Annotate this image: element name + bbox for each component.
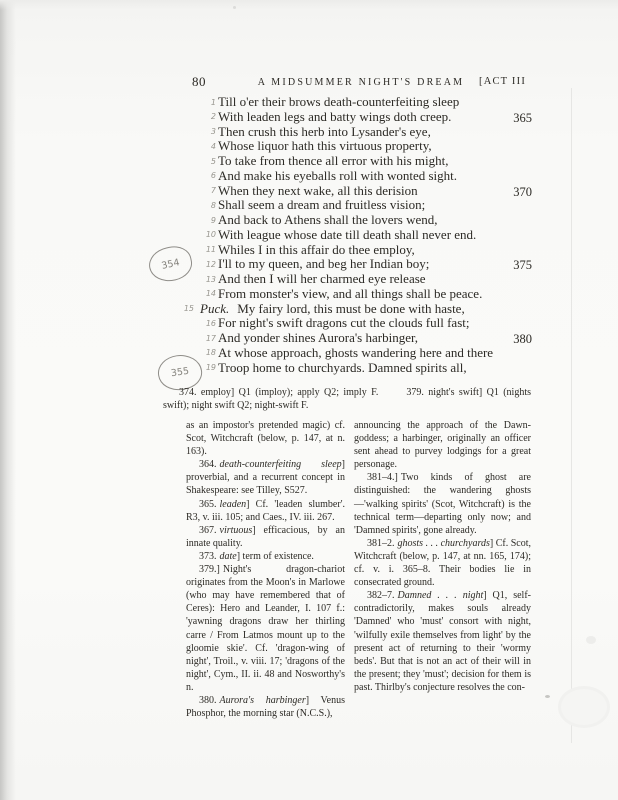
scan-edge-shadow-top bbox=[0, 0, 618, 10]
commentary-right-column bbox=[354, 419, 531, 720]
textual-apparatus bbox=[163, 387, 531, 413]
pencil-line-number: 2 bbox=[210, 112, 216, 122]
note-text: announcing the approach of the Dawn-goddess; a harbinger, originally an officer sent ahead to purvey lodgings for a great personage. bbox=[354, 420, 531, 471]
note-ref: 367. bbox=[199, 524, 217, 536]
note-text: ] Q1, self-contradictorily, makes souls already 'Damned' who 'must' consort with night, 'wilfully exile themselves from light' by the present act of returning to their 'wormy beds'. But that is not an act of their will in the present; they 'must'; decision for them is past. Thirlby's conjecture resolves the con- bbox=[354, 590, 531, 693]
note-text: ] Cf. Scot, Witchcraft (below, p. 147, at nn. 165, 174); cf. v. i. 365–8. Their bodies lie in consecrated ground. bbox=[354, 537, 532, 589]
verse-line bbox=[200, 95, 532, 110]
verse-text: Troop home to churchyards. Damned spirits all, bbox=[218, 359, 467, 375]
commentary-note bbox=[354, 419, 531, 471]
note-text: ] Cf. 'leaden slumber'. R3, v. iii. 105; and Caes., IV. iii. 267. bbox=[186, 498, 345, 523]
speech-prefix: Puck. bbox=[200, 300, 230, 316]
pencil-line-number: 6 bbox=[210, 171, 216, 181]
verse-text: And back to Athens shall the lovers wend, bbox=[218, 212, 438, 227]
pencil-line-number: 14 bbox=[205, 289, 216, 299]
verse-line bbox=[200, 139, 532, 154]
verse-text: With league whose date till death shall never end. bbox=[218, 226, 477, 242]
scan-edge-shadow bbox=[0, 0, 16, 800]
verse-line bbox=[200, 272, 532, 287]
margin-annotation-circled bbox=[146, 243, 195, 285]
note-lemma: date bbox=[219, 550, 237, 562]
verse-text: And then I will her charmed eye release bbox=[218, 271, 426, 286]
verse-line bbox=[200, 287, 532, 302]
note-ref: 380. bbox=[199, 694, 217, 706]
verse-text: And make his eyeballs roll with wonted sight. bbox=[218, 167, 458, 183]
commentary-note bbox=[354, 589, 531, 694]
verse-text: My fairy lord, this must be done with haste, bbox=[237, 300, 465, 316]
note-lemma: virtuous bbox=[219, 524, 253, 536]
verse-line bbox=[200, 169, 532, 184]
verse-text: From monster's view, and all things shall be peace. bbox=[218, 285, 483, 301]
commentary-note bbox=[186, 524, 345, 550]
verse-line-number: 365 bbox=[513, 110, 532, 125]
commentary-note bbox=[186, 419, 345, 458]
verse-line bbox=[200, 154, 532, 169]
pencil-line-number: 7 bbox=[210, 186, 216, 195]
commentary-left-column bbox=[186, 419, 345, 720]
margin-annotation-value: 354 bbox=[160, 256, 181, 272]
page-number: 80 bbox=[192, 74, 206, 89]
commentary-note bbox=[186, 563, 345, 694]
verse-line bbox=[200, 316, 532, 331]
pencil-line-number: 10 bbox=[205, 230, 216, 240]
pencil-line-number: 1 bbox=[210, 97, 216, 107]
verse-line bbox=[200, 346, 532, 361]
note-lemma: leaden bbox=[219, 498, 247, 510]
pencil-line-number: 12 bbox=[205, 259, 216, 269]
act-header: [ACT III bbox=[479, 76, 527, 87]
note-ref: 381–2. bbox=[367, 537, 395, 549]
pencil-line-number: 5 bbox=[210, 156, 216, 166]
pencil-line-number: 16 bbox=[205, 318, 216, 328]
running-title: A MIDSUMMER NIGHT'S DREAM bbox=[257, 77, 465, 88]
note-text: Two kinds of ghost are distinguished: the wandering ghosts—'walking spirits' (Scot, Witchcraft) is the technical term—departing only now; and 'Damned spirits', gone already. bbox=[354, 472, 531, 536]
verse-line bbox=[200, 213, 532, 228]
verse-text: Shall seem a dream and fruitless vision; bbox=[218, 197, 426, 213]
hole-punch-ghost bbox=[558, 686, 610, 728]
note-lemma: ghosts . . . churchyards bbox=[397, 537, 490, 549]
pencil-line-number: 8 bbox=[210, 200, 216, 210]
verse-text: For night's swift dragons cut the clouds full fast; bbox=[218, 315, 470, 331]
verse-line bbox=[200, 110, 532, 125]
verse-line bbox=[200, 331, 532, 346]
note-ref: 379.] bbox=[199, 564, 220, 576]
note-ref: 364. bbox=[199, 459, 217, 471]
verse-text: Whose liquor hath this virtuous property, bbox=[218, 138, 432, 154]
note-ref: 365. bbox=[199, 498, 217, 510]
verse-text: Then crush this herb into Lysander's eye, bbox=[218, 123, 431, 139]
pencil-line-number: 18 bbox=[205, 348, 216, 358]
verse-text: With leaden legs and batty wings doth creep. bbox=[218, 108, 452, 124]
verse-line-number: 380 bbox=[513, 332, 532, 346]
pencil-line-number: 17 bbox=[205, 333, 216, 343]
pencil-line-number: 4 bbox=[210, 141, 216, 151]
verse-text: At whose approach, ghosts wandering here and there bbox=[218, 344, 494, 360]
pencil-line-number: 13 bbox=[205, 274, 216, 284]
pencil-line-number: 3 bbox=[210, 127, 216, 136]
verse-text: When they next wake, all this derision bbox=[218, 182, 418, 198]
hole-punch-ghost bbox=[586, 636, 596, 644]
verse-line-speech-prefix bbox=[183, 300, 532, 317]
note-ref: 373. bbox=[199, 550, 217, 562]
verse-text: To take from thence all error with his might, bbox=[218, 153, 449, 168]
note-text: as an impostor's pretended magic) cf. Scot, Witchcraft (below, p. 147, at n. 163). bbox=[186, 420, 345, 458]
verse-line-number: 375 bbox=[513, 258, 532, 273]
note-text: ] efficacious, by an innate quality. bbox=[186, 524, 345, 549]
commentary-note bbox=[186, 550, 345, 563]
note-text: Night's dragon-chariot originates from the Moon's in Marlowe (who may have remembered that of Ceres): Hero and Leander, I. 107 f.: 'yawning dragons draw her thirling carre / From Latmos mount up to the gloomie skie'. Cf. 'dragon-wing of night', Troil., v. viii. 17; 'dragons of the night', Cym., II. ii. 48 and Nosworthy's n. bbox=[186, 564, 345, 693]
commentary-note bbox=[354, 471, 531, 536]
commentary-note bbox=[186, 694, 345, 720]
scan-speck bbox=[233, 6, 236, 9]
verse-text: Whiles I in this affair do thee employ, bbox=[218, 241, 415, 257]
verse-line bbox=[200, 361, 532, 376]
note-text: ] term of existence. bbox=[236, 550, 314, 562]
verse-line bbox=[200, 125, 532, 140]
apparatus-entry: 374. employ] Q1 (imploy); apply Q2; imply F. bbox=[179, 387, 379, 398]
scan-speck bbox=[545, 695, 550, 698]
note-text: ] Venus Phosphor, the morning star (N.C.S.), bbox=[186, 694, 345, 720]
verse-line bbox=[200, 184, 532, 199]
pencil-line-number: 9 bbox=[210, 215, 216, 225]
note-lemma: death-counterfeiting sleep bbox=[219, 459, 342, 471]
note-lemma: Aurora's harbinger bbox=[219, 694, 306, 706]
commentary-note bbox=[354, 537, 531, 589]
commentary-block bbox=[186, 419, 531, 720]
pencil-line-number: 11 bbox=[205, 245, 216, 254]
note-lemma: Damned . . . night bbox=[397, 590, 484, 602]
verse-line bbox=[200, 198, 532, 213]
commentary-note bbox=[186, 458, 345, 497]
note-ref: 381–4.] bbox=[367, 472, 398, 484]
commentary-note bbox=[186, 498, 345, 524]
page-crease-line bbox=[571, 88, 572, 743]
pencil-line-number: 15 bbox=[183, 304, 194, 313]
margin-annotation-value: 355 bbox=[170, 365, 190, 380]
verse-block bbox=[183, 94, 532, 375]
note-ref: 382–7. bbox=[367, 590, 395, 602]
verse-text: And yonder shines Aurora's harbinger, bbox=[218, 330, 419, 345]
verse-text: I'll to my queen, and beg her Indian boy; bbox=[218, 256, 430, 272]
verse-line-number: 370 bbox=[513, 184, 532, 199]
verse-line bbox=[200, 243, 532, 258]
pencil-line-number: 19 bbox=[205, 363, 216, 372]
verse-line bbox=[200, 257, 532, 272]
verse-line bbox=[200, 228, 532, 243]
apparatus-entry: 379. night's swift] Q1 (nights swift); night swift Q2; night-swift F. bbox=[163, 387, 531, 411]
note-text: ] proverbial, and a recurrent concept in Shakespeare: see Tilley, S527. bbox=[186, 459, 345, 497]
verse-text: Till o'er their brows death-counterfeiting sleep bbox=[218, 94, 460, 109]
